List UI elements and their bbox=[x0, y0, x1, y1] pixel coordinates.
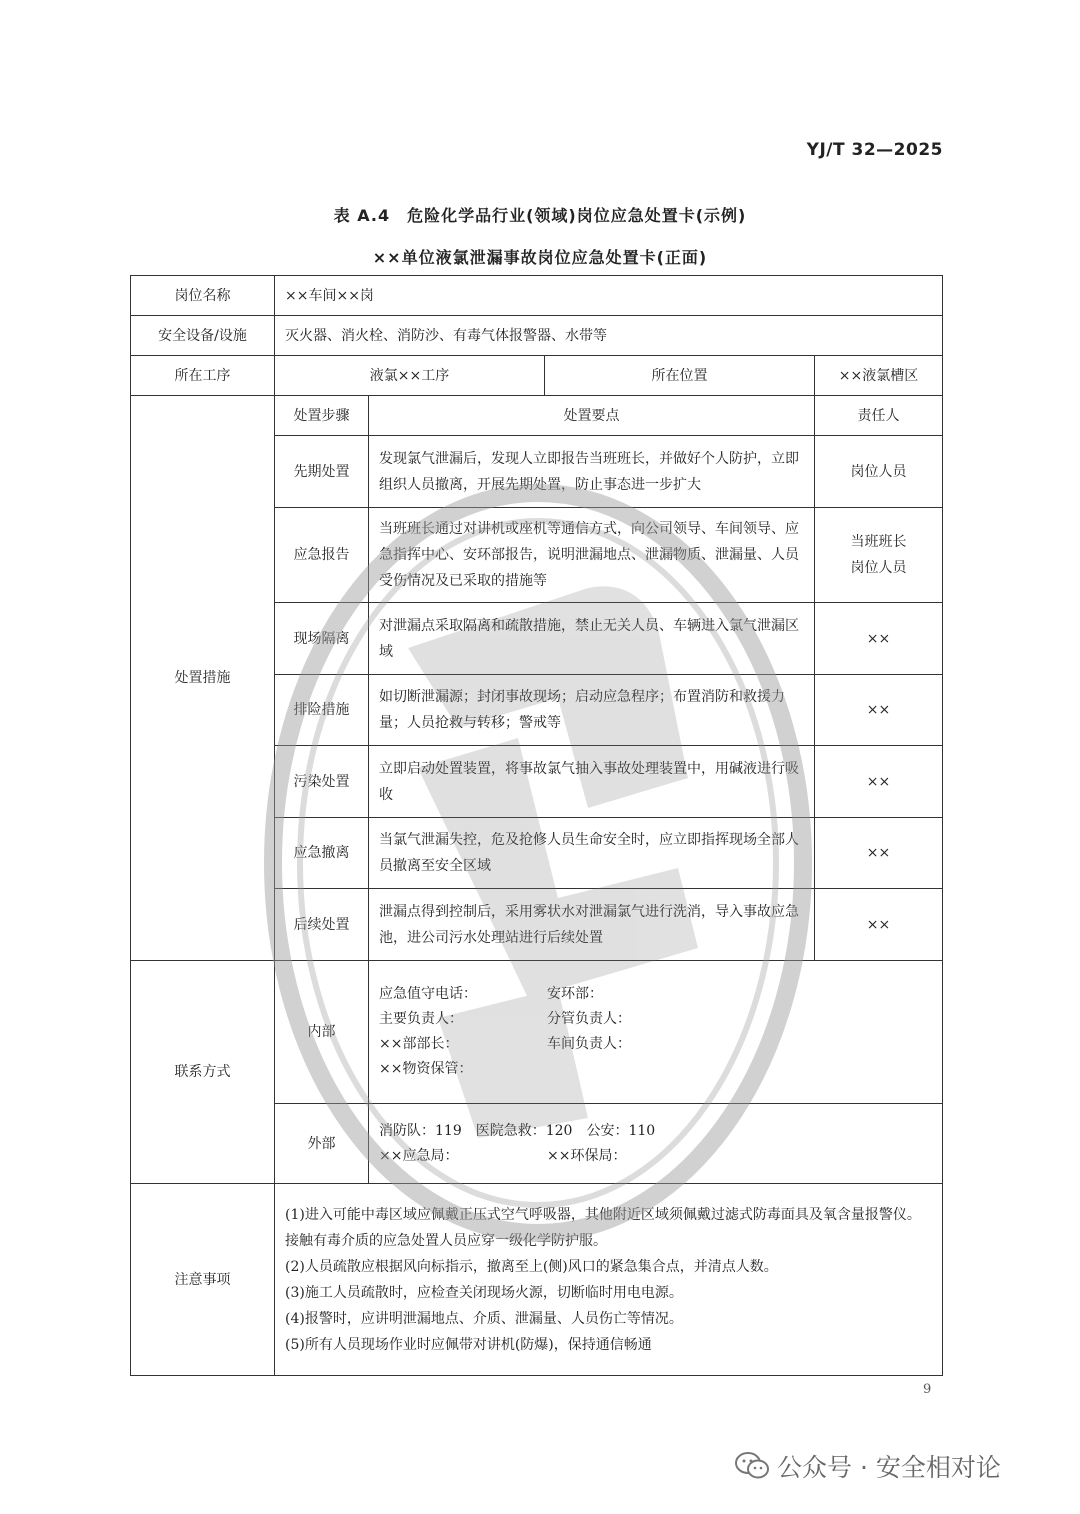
step-name: 后续处置 bbox=[275, 889, 369, 961]
external-line: 消防队：119 医院急救：120 公安：110 bbox=[379, 1122, 656, 1139]
column-header-point: 处置要点 bbox=[369, 396, 815, 436]
table-row bbox=[131, 396, 943, 436]
step-name: 污染处置 bbox=[275, 746, 369, 818]
step-point: 泄漏点得到控制后，采用雾状水对泄漏氯气进行洗消，导入事故应急池，进公司污水处理站进行后续处置 bbox=[369, 889, 815, 961]
measures-label: 处置措施 bbox=[131, 396, 275, 961]
note-item: (3)施工人员疏散时，应检查关闭现场火源，切断临时用电电源。 bbox=[285, 1284, 683, 1301]
location-value: ××液氯槽区 bbox=[815, 356, 943, 396]
page-number: 9 bbox=[923, 1382, 932, 1397]
wechat-icon bbox=[735, 1452, 769, 1480]
step-point: 如切断泄漏源；封闭事故现场；启动应急程序；布置消防和救援力量；人员抢救与转移；警戒等 bbox=[369, 675, 815, 746]
contacts-label: 联系方式 bbox=[131, 961, 275, 1184]
step-person: 岗位人员 bbox=[815, 436, 943, 508]
contact-entry: ××物资保管： bbox=[379, 1061, 473, 1077]
internal-contacts-label: 内部 bbox=[275, 961, 369, 1104]
post-name-label: 岗位名称 bbox=[131, 276, 275, 316]
contact-entry: 主要负责人： bbox=[379, 1011, 463, 1027]
step-point: 立即启动处置装置，将事故氯气抽入事故处理装置中，用碱液进行吸收 bbox=[369, 746, 815, 818]
note-item: (1)进入可能中毒区域应佩戴正压式空气呼吸器，其他附近区域须佩戴过滤式防毒面具及氧含量报警仪。接触有毒介质的应急处置人员应穿一级化学防护服。 bbox=[285, 1206, 921, 1249]
contact-entry: ××应急局： bbox=[379, 1147, 459, 1164]
step-person: ×× bbox=[815, 818, 943, 889]
step-point: 发现氯气泄漏后，发现人立即报告当班班长，并做好个人防护，立即组织人员撤离，开展先期处置，防止事态进一步扩大 bbox=[369, 436, 815, 508]
equipment-value: 灭火器、消火栓、消防沙、有毒气体报警器、水带等 bbox=[275, 316, 943, 356]
external-contacts-label: 外部 bbox=[275, 1104, 369, 1184]
step-name: 先期处置 bbox=[275, 436, 369, 508]
footer-brand-text: 公众号 · 安全相对论 bbox=[777, 1453, 1001, 1482]
equipment-label: 安全设备/设施 bbox=[131, 316, 275, 356]
process-value: 液氯××工序 bbox=[275, 356, 545, 396]
contact-entry: ××部部长： bbox=[379, 1036, 459, 1052]
step-person: ×× bbox=[815, 889, 943, 961]
note-item: (5)所有人员现场作业时应佩带对讲机(防爆)，保持通信畅通 bbox=[285, 1336, 652, 1353]
step-name: 现场隔离 bbox=[275, 603, 369, 675]
standard-code: YJ/T 32—2025 bbox=[806, 140, 943, 160]
step-name: 应急撤离 bbox=[275, 818, 369, 889]
contact-entry: 分管负责人： bbox=[547, 1011, 631, 1027]
contact-entry: 应急值守电话： bbox=[379, 986, 477, 1002]
step-person: ×× bbox=[815, 746, 943, 818]
step-point: 当班班长通过对讲机或座机等通信方式，向公司领导、车间领导、应急指挥中心、安环部报告，说明泄漏地点、泄漏物质、泄漏量、人员受伤情况及已采取的措施等 bbox=[369, 508, 815, 603]
emergency-card-table bbox=[130, 275, 943, 1376]
table-row bbox=[131, 356, 943, 396]
contact-entry: ××环保局： bbox=[547, 1147, 627, 1164]
post-name-value: ××车间××岗 bbox=[275, 276, 943, 316]
notes-label: 注意事项 bbox=[131, 1184, 275, 1376]
internal-contacts bbox=[369, 961, 943, 1104]
table-row bbox=[131, 316, 943, 356]
card-title: ××单位液氯泄漏事故岗位应急处置卡(正面) bbox=[372, 248, 708, 267]
contact-entry bbox=[547, 1057, 932, 1082]
step-name: 排险措施 bbox=[275, 675, 369, 746]
step-point: 当氯气泄漏失控，危及抢修人员生命安全时，应立即指挥现场全部人员撤离至安全区域 bbox=[369, 818, 815, 889]
process-label: 所在工序 bbox=[131, 356, 275, 396]
step-person: 当班班长 岗位人员 bbox=[815, 508, 943, 603]
footer-brand bbox=[735, 1448, 1001, 1484]
note-item: (2)人员疏散应根据风向标指示，撤离至上(侧)风口的紧急集合点，并清点人数。 bbox=[285, 1258, 778, 1275]
column-header-step: 处置步骤 bbox=[275, 396, 369, 436]
step-person: ×× bbox=[815, 603, 943, 675]
table-title: 表 A.4 危险化学品行业(领域)岗位应急处置卡(示例) bbox=[333, 206, 747, 225]
location-label: 所在位置 bbox=[545, 356, 815, 396]
notes-content bbox=[275, 1184, 943, 1376]
table-row bbox=[131, 1184, 943, 1376]
table-row bbox=[131, 276, 943, 316]
column-header-person: 责任人 bbox=[815, 396, 943, 436]
external-contacts bbox=[369, 1104, 943, 1184]
contact-entry: 车间负责人： bbox=[547, 1036, 631, 1052]
note-item: (4)报警时，应讲明泄漏地点、介质、泄漏量、人员伤亡等情况。 bbox=[285, 1310, 683, 1327]
contact-entry: 安环部： bbox=[547, 986, 603, 1002]
step-name: 应急报告 bbox=[275, 508, 369, 603]
step-person: ×× bbox=[815, 675, 943, 746]
table-row bbox=[131, 961, 943, 1104]
step-point: 对泄漏点采取隔离和疏散措施，禁止无关人员、车辆进入氯气泄漏区域 bbox=[369, 603, 815, 675]
